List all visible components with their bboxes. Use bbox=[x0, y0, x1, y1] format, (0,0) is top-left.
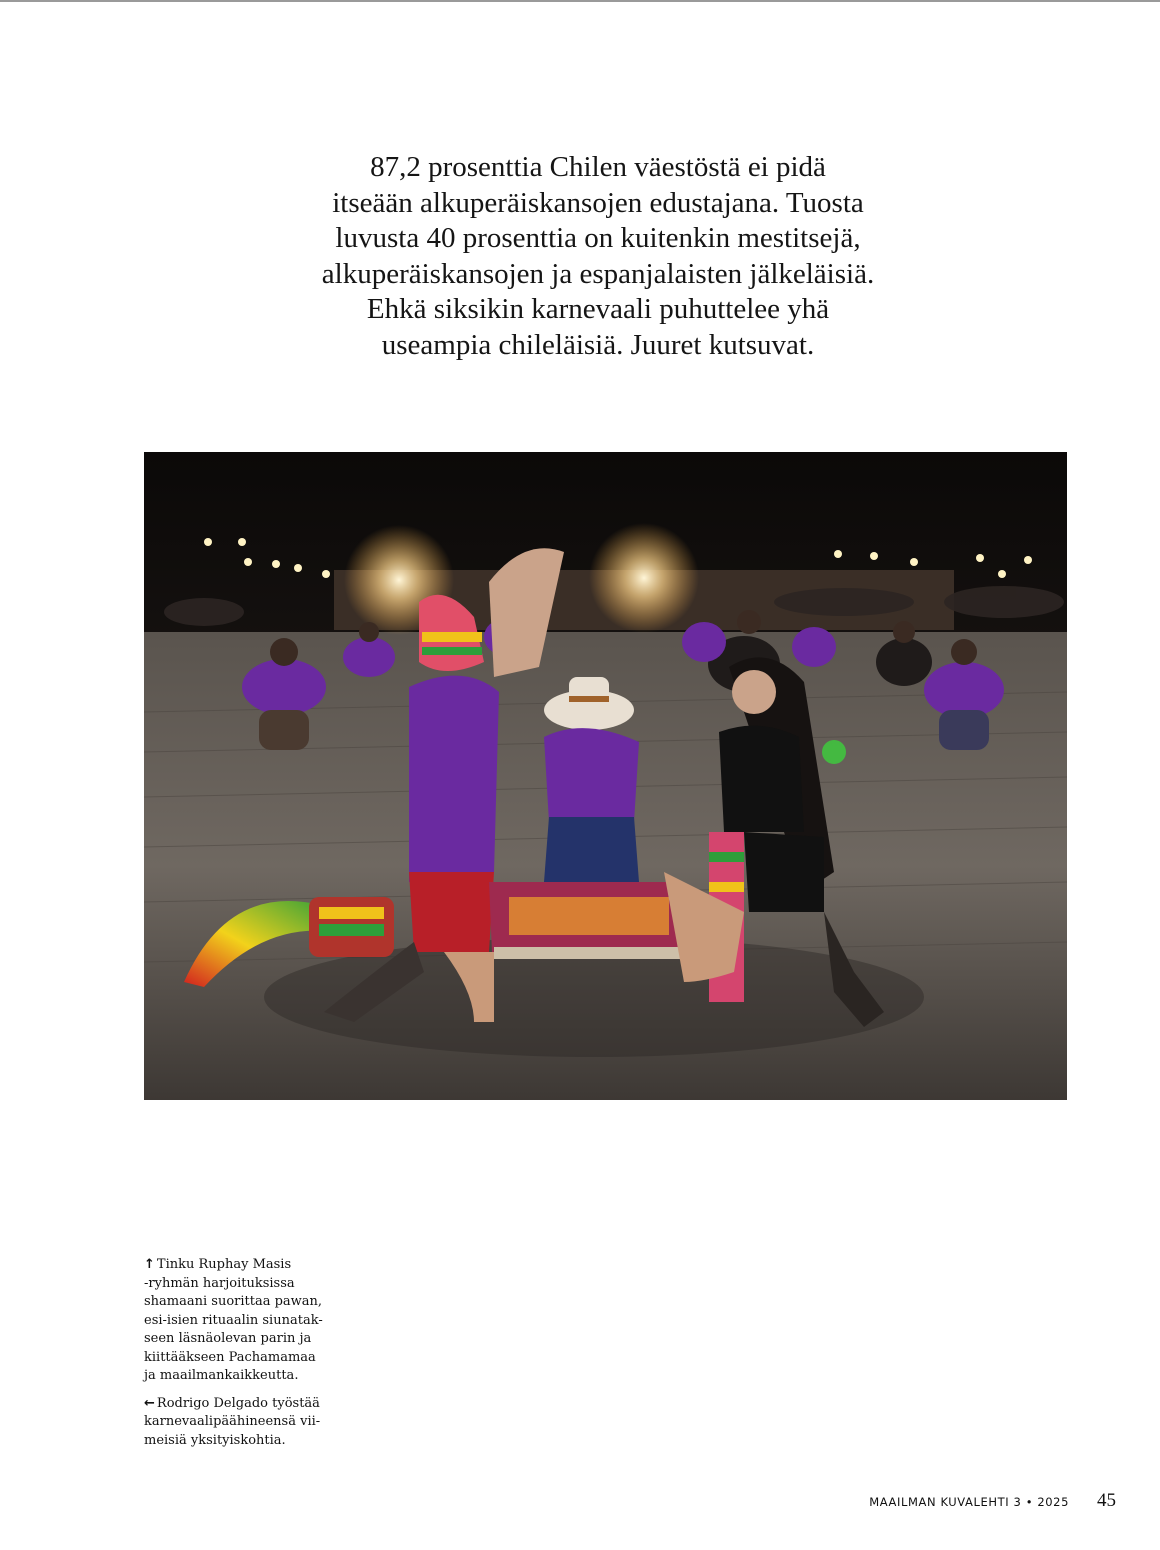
pull-quote-line: alkuperäiskansojen ja espanjalaisten jälkeläisiä. bbox=[321, 257, 875, 290]
caption-line: Rodrigo Delgado työstää bbox=[156, 1395, 320, 1411]
page-footer bbox=[869, 1490, 1116, 1514]
caption-line: seen läsnäolevan parin ja bbox=[144, 1331, 312, 1346]
floodlight-glow bbox=[589, 523, 699, 633]
publication-name: MAAILMAN KUVALEHTI bbox=[869, 1495, 1010, 1509]
folio bbox=[869, 1495, 1069, 1509]
caption-line: ja maailmankaikkeutta. bbox=[144, 1368, 299, 1383]
pull-quote-line: useampia chileläisiä. Juuret kutsuvat. bbox=[381, 328, 815, 361]
caption-line: meisiä yksityiskohtia. bbox=[144, 1432, 286, 1448]
caption-line: Tinku Ruphay Masis bbox=[156, 1257, 292, 1272]
captions bbox=[144, 1256, 359, 1459]
arrow-up-icon: ↑ bbox=[144, 1257, 155, 1272]
caption-delgado bbox=[144, 1395, 359, 1451]
caption-line: shamaani suorittaa pawan, bbox=[144, 1294, 323, 1309]
caption-line: kiittääkseen Pachamamaa bbox=[144, 1349, 316, 1365]
pull-quote-line: itseään alkuperäiskansojen edustajana. Tuosta bbox=[332, 186, 864, 219]
pull-quote-line: luvusta 40 prosenttia on kuitenkin mestitsejä, bbox=[335, 222, 861, 254]
pull-quote-line: Ehkä siksikin karnevaali puhuttelee yhä bbox=[366, 293, 830, 325]
arrow-left-icon: ← bbox=[144, 1395, 155, 1411]
pull-quote bbox=[240, 150, 956, 363]
ritual-photo bbox=[144, 452, 1067, 1100]
caption-line: esi-isien rituaalin siunatak- bbox=[144, 1312, 323, 1328]
ritual-photo-illustration bbox=[144, 452, 1067, 1100]
caption-shaman bbox=[144, 1256, 359, 1386]
page-number: 45 bbox=[1097, 1490, 1116, 1511]
ritual-cloth bbox=[489, 882, 694, 959]
kneeling-man-with-hat bbox=[544, 677, 639, 882]
pull-quote-line: 87,2 prosenttia Chilen väestöstä ei pidä bbox=[370, 151, 826, 183]
top-rule bbox=[0, 0, 1160, 2]
issue-number: 3 • 2025 bbox=[1013, 1495, 1069, 1509]
caption-line: -ryhmän harjoituksissa bbox=[144, 1275, 295, 1291]
caption-line: karnevaalipäähineensä vii- bbox=[144, 1414, 321, 1429]
